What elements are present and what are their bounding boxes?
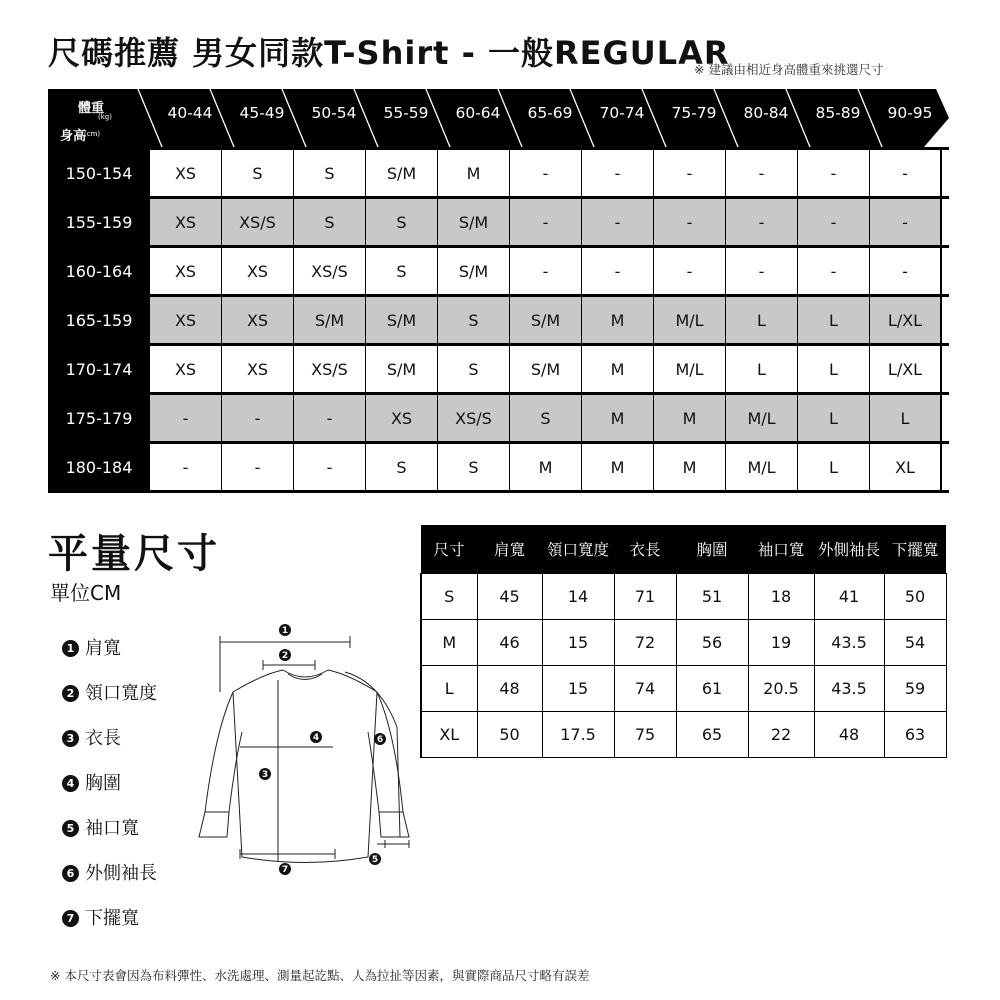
measurement-cell: 48 (814, 712, 884, 758)
measurement-cell: 43.5 (814, 666, 884, 712)
size-cell: - (294, 444, 366, 490)
measurement-cell: 61 (676, 666, 748, 712)
weight-label: 75-79 (671, 104, 717, 122)
measurement-cell: 46 (477, 620, 542, 666)
measurement-cell: L (421, 666, 477, 712)
weight-header-row (48, 89, 949, 147)
size-cell: M (582, 346, 654, 392)
weight-label: 90-95 (887, 104, 933, 122)
weight-label: 55-59 (383, 104, 429, 122)
size-cell: XS/S (294, 248, 366, 294)
measurement-header: 袖口寬 (748, 525, 814, 574)
size-cell: S/M (294, 297, 366, 343)
size-cell: M (654, 444, 726, 490)
size-cell: - (510, 248, 582, 294)
height-corner-label: 身高 (60, 129, 87, 144)
size-cell: S/M (510, 346, 582, 392)
size-cell: M (438, 150, 510, 196)
size-advice-note: ※ 建議由相近身高體重來挑選尺寸 (694, 62, 884, 77)
height-label: 160-164 (48, 248, 150, 294)
legend-item (62, 814, 139, 840)
measurement-cell: XL (421, 712, 477, 758)
size-cell: S (510, 395, 582, 441)
size-cell: XS (150, 346, 222, 392)
legend-number-badge: 4 (62, 775, 79, 792)
legend-item (62, 904, 139, 930)
measurement-header: 領口寬度 (542, 525, 614, 574)
height-unit-label: (cm) (84, 130, 101, 138)
legend-label: 下擺寬 (85, 908, 139, 929)
height-label: 150-154 (48, 150, 150, 196)
size-cell: S (366, 199, 438, 245)
size-cell: L/XL (870, 346, 942, 392)
measurement-header: 尺寸 (421, 525, 477, 574)
legend-label: 領口寬度 (85, 683, 157, 704)
weight-label: 85-89 (815, 104, 861, 122)
size-cell: - (222, 444, 294, 490)
size-cell: - (654, 248, 726, 294)
size-cell: M (582, 297, 654, 343)
measurement-cell: 56 (676, 620, 748, 666)
diagram-marker (279, 649, 291, 661)
size-cell: - (726, 199, 798, 245)
size-cell: L (726, 297, 798, 343)
legend-number-badge: 3 (62, 730, 79, 747)
measurement-cell: 59 (884, 666, 946, 712)
measurement-header: 胸圍 (676, 525, 748, 574)
measurement-table (420, 525, 947, 758)
size-cell: S/M (366, 150, 438, 196)
diagram-marker (279, 624, 291, 636)
size-cell: XS (150, 248, 222, 294)
recommendation-row (48, 297, 949, 346)
size-cell: S/M (510, 297, 582, 343)
size-cell: S/M (438, 199, 510, 245)
size-cell: - (510, 199, 582, 245)
legend-label: 外側袖長 (85, 863, 157, 884)
size-cell: L (798, 444, 870, 490)
weight-corner-label: 體重 (78, 101, 105, 116)
measurement-cell: 48 (477, 666, 542, 712)
measurement-cell: 18 (748, 574, 814, 620)
size-cell: L (798, 395, 870, 441)
measurement-cell: 22 (748, 712, 814, 758)
weight-label: 60-64 (455, 104, 501, 122)
size-cell: - (726, 150, 798, 196)
height-label: 170-174 (48, 346, 150, 392)
weight-label: 45-49 (239, 104, 285, 122)
height-label: 175-179 (48, 395, 150, 441)
size-cell: - (150, 444, 222, 490)
legend-item (62, 859, 157, 885)
size-cell: - (798, 150, 870, 196)
diagram-marker-number: 3 (261, 770, 269, 781)
size-cell: XS (150, 297, 222, 343)
measurement-header: 肩寬 (477, 525, 542, 574)
size-cell: S (438, 444, 510, 490)
weight-label: 40-44 (167, 104, 213, 122)
recommendation-row (48, 147, 949, 199)
size-cell: M (582, 395, 654, 441)
measurement-cell: 54 (884, 620, 946, 666)
measurement-cell: 74 (614, 666, 676, 712)
size-cell: XS (222, 248, 294, 294)
size-cell: - (294, 395, 366, 441)
measurement-cell: 71 (614, 574, 676, 620)
size-cell: XS (150, 150, 222, 196)
size-cell: S/M (438, 248, 510, 294)
weight-label: 50-54 (311, 104, 357, 122)
measurement-cell: 51 (676, 574, 748, 620)
size-cell: L (798, 297, 870, 343)
measurement-cell: 63 (884, 712, 946, 758)
measurement-cell: 50 (884, 574, 946, 620)
recommendation-row (48, 395, 949, 444)
diagram-marker (374, 733, 386, 745)
size-cell: - (582, 150, 654, 196)
legend-label: 衣長 (85, 728, 121, 749)
diagram-marker (310, 731, 322, 743)
diagram-marker-number: 4 (312, 733, 320, 744)
size-cell: S (222, 150, 294, 196)
size-cell: - (870, 199, 942, 245)
measurement-cell: M (421, 620, 477, 666)
size-cell: M/L (726, 444, 798, 490)
size-cell: S (438, 297, 510, 343)
measurement-cell: 20.5 (748, 666, 814, 712)
measurement-cell: 72 (614, 620, 676, 666)
diagram-marker-number: 2 (281, 651, 289, 662)
flat-measure-title: 平量尺寸 (48, 531, 220, 577)
diagram-marker (369, 853, 381, 865)
size-cell: L/XL (870, 297, 942, 343)
legend-number-badge: 1 (62, 640, 79, 657)
legend-number-badge: 2 (62, 685, 79, 702)
measurement-cell: 41 (814, 574, 884, 620)
size-cell: M/L (654, 297, 726, 343)
size-cell: - (870, 248, 942, 294)
legend-item (62, 679, 157, 705)
size-cell: XS/S (438, 395, 510, 441)
legend-number-badge: 7 (62, 910, 79, 927)
size-cell: XL (870, 444, 942, 490)
measurement-cell: 17.5 (542, 712, 614, 758)
diagram-marker (279, 863, 291, 875)
height-label: 165-159 (48, 297, 150, 343)
measurement-cell: S (421, 574, 477, 620)
shirt-measurement-diagram (185, 622, 420, 882)
measurement-cell: 14 (542, 574, 614, 620)
measurement-row (421, 712, 946, 758)
legend-item (62, 634, 121, 660)
legend-number-badge: 6 (62, 865, 79, 882)
measurement-cell: 15 (542, 666, 614, 712)
measurement-header: 衣長 (614, 525, 676, 574)
legend-label: 袖口寬 (85, 818, 139, 839)
size-cell: XS (222, 297, 294, 343)
size-cell: - (150, 395, 222, 441)
measurement-row (421, 620, 946, 666)
legend-label: 胸圍 (85, 773, 121, 794)
size-cell: - (582, 199, 654, 245)
recommendation-row (48, 248, 949, 297)
size-recommendation-table (48, 89, 949, 493)
diagram-marker-number: 7 (281, 865, 289, 876)
left-sleeve (199, 692, 242, 837)
measurement-cell: 19 (748, 620, 814, 666)
legend-item (62, 724, 121, 750)
size-cell: S/M (366, 297, 438, 343)
size-cell: S (294, 199, 366, 245)
size-cell: XS/S (222, 199, 294, 245)
page-title: 尺碼推薦 男女同款T-Shirt - 一般REGULAR (48, 34, 730, 72)
measurement-cell: 65 (676, 712, 748, 758)
size-cell: L (726, 346, 798, 392)
size-cell: L (870, 395, 942, 441)
size-cell: XS (222, 346, 294, 392)
size-cell: L (798, 346, 870, 392)
weight-unit-label: (kg) (98, 113, 112, 121)
measurement-cell: 45 (477, 574, 542, 620)
size-cell: XS (150, 199, 222, 245)
size-cell: S (294, 150, 366, 196)
height-label: 180-184 (48, 444, 150, 490)
measurement-row (421, 666, 946, 712)
diagram-marker (259, 768, 271, 780)
size-cell: - (510, 150, 582, 196)
flat-measure-unit: 單位CM (50, 581, 122, 605)
size-cell: - (870, 150, 942, 196)
diagram-marker-number: 6 (376, 735, 384, 746)
measurement-header: 外側袖長 (814, 525, 884, 574)
size-cell: S (438, 346, 510, 392)
size-cell: M (510, 444, 582, 490)
measurement-cell: 75 (614, 712, 676, 758)
shirt-outline (233, 670, 379, 866)
measurement-cell: 50 (477, 712, 542, 758)
measurement-header: 下擺寬 (884, 525, 946, 574)
diagram-marker-number: 5 (371, 855, 379, 866)
size-cell: S/M (366, 346, 438, 392)
disclaimer-note: ※ 本尺寸表會因為布料彈性、水洗處理、測量起訖點、人為拉扯等因素，與實際商品尺寸略有誤差 (50, 968, 590, 983)
size-cell: XS (366, 395, 438, 441)
size-cell: M/L (654, 346, 726, 392)
size-cell: - (654, 150, 726, 196)
size-cell: - (726, 248, 798, 294)
recommendation-row (48, 444, 949, 493)
legend-label: 肩寬 (85, 638, 121, 659)
size-cell: - (654, 199, 726, 245)
recommendation-row (48, 346, 949, 395)
recommendation-row (48, 199, 949, 248)
size-cell: - (582, 248, 654, 294)
weight-label: 65-69 (527, 104, 573, 122)
size-cell: S (366, 248, 438, 294)
measurement-cell: 15 (542, 620, 614, 666)
measurement-cell: 43.5 (814, 620, 884, 666)
height-label: 155-159 (48, 199, 150, 245)
diagram-marker-number: 1 (281, 626, 289, 637)
weight-label: 80-84 (743, 104, 789, 122)
right-sleeve (368, 692, 409, 837)
weight-label: 70-74 (599, 104, 645, 122)
size-cell: M (654, 395, 726, 441)
legend-item (62, 769, 121, 795)
legend-number-badge: 5 (62, 820, 79, 837)
size-cell: M/L (726, 395, 798, 441)
size-cell: S (366, 444, 438, 490)
size-cell: - (222, 395, 294, 441)
size-cell: - (798, 248, 870, 294)
size-cell: XS/S (294, 346, 366, 392)
size-cell: M (582, 444, 654, 490)
measurement-row (421, 574, 946, 620)
size-cell: - (798, 199, 870, 245)
